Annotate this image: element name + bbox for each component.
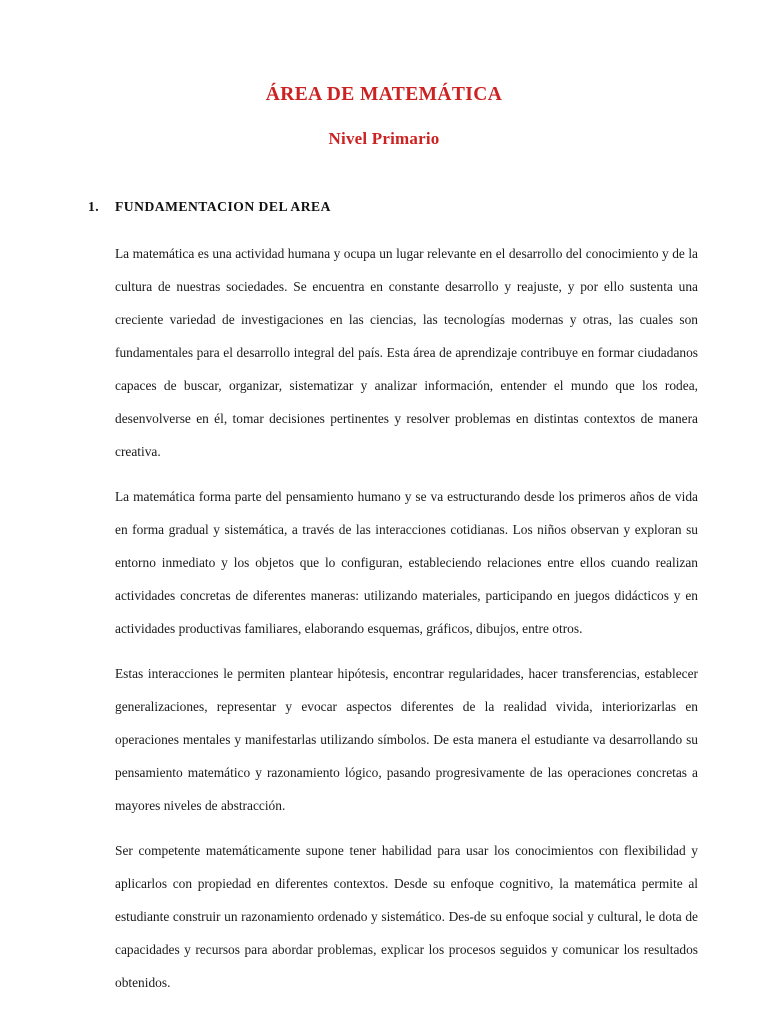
paragraph: La matemática es una actividad humana y ocupa un lugar relevante en el desarrollo del conocimiento y de la cultura de nuestras sociedades. Se encuentra en constante desarrollo y reajuste, y por ello sustenta una creciente variedad de investigaciones en las ciencias, las tecnologías modernas y otras, las cuales son fundamentales para el desarrollo integral del país. Esta área de aprendizaje contribuye en formar ciudadanos capaces de buscar, organizar, sistematizar y analizar información, entender el mundo que los rodea, desenvolverse en él, tomar decisiones pertinentes y resolver problemas en distintas contextos de manera creativa. [115,245,698,459]
paragraph: Ser competente matemáticamente supone tener habilidad para usar los conocimientos con flexibilidad y aplicarlos con propiedad en diferentes contextos. Desde su enfoque cognitivo, la matemática permite al estudiante construir un razonamiento ordenado y sistemático. Des-de su enfoque social y cultural, le dota de capacidades y recursos para abordar problemas, explicar los procesos seguidos y comunicar los resultados obtenidos. [115,842,698,990]
page-subtitle: Nivel Primario [328,129,440,149]
section-heading-label: FUNDAMENTACION DEL AREA [115,198,331,214]
section-heading [0,150,768,215]
paragraph: Estas interacciones le permiten plantear hipótesis, encontrar regularidades, hacer transferencias, establecer generalizaciones, representar y evocar aspectos diferentes de la realidad vivida, interiorizarlas en operaciones mentales y manifestarlas utilizando símbolos. De esta manera el estudiante va desarrollando su pensamiento matemático y razonamiento lógico, pasando progresivamente de las operaciones concretas a mayores niveles de abstracción. [115,665,698,813]
page-title: ÁREA DE MATEMÁTICA [265,84,503,105]
section-number: 1. [88,198,100,214]
paragraph: La matemática forma parte del pensamiento humano y se va estructurando desde los primeros años de vida en forma gradual y sistemática, a través de las interacciones cotidianas. Los niños observan y exploran su entorno inmediato y los objetos que lo configuran, estableciendo relaciones entre ellos cuando realizan actividades concretas de diferentes maneras: utilizando materiales, participando en juegos didácticos y en actividades productivas familiares, elaborando esquemas, gráficos, dibujos, entre otros. [115,488,698,636]
body-text-block [0,215,768,999]
